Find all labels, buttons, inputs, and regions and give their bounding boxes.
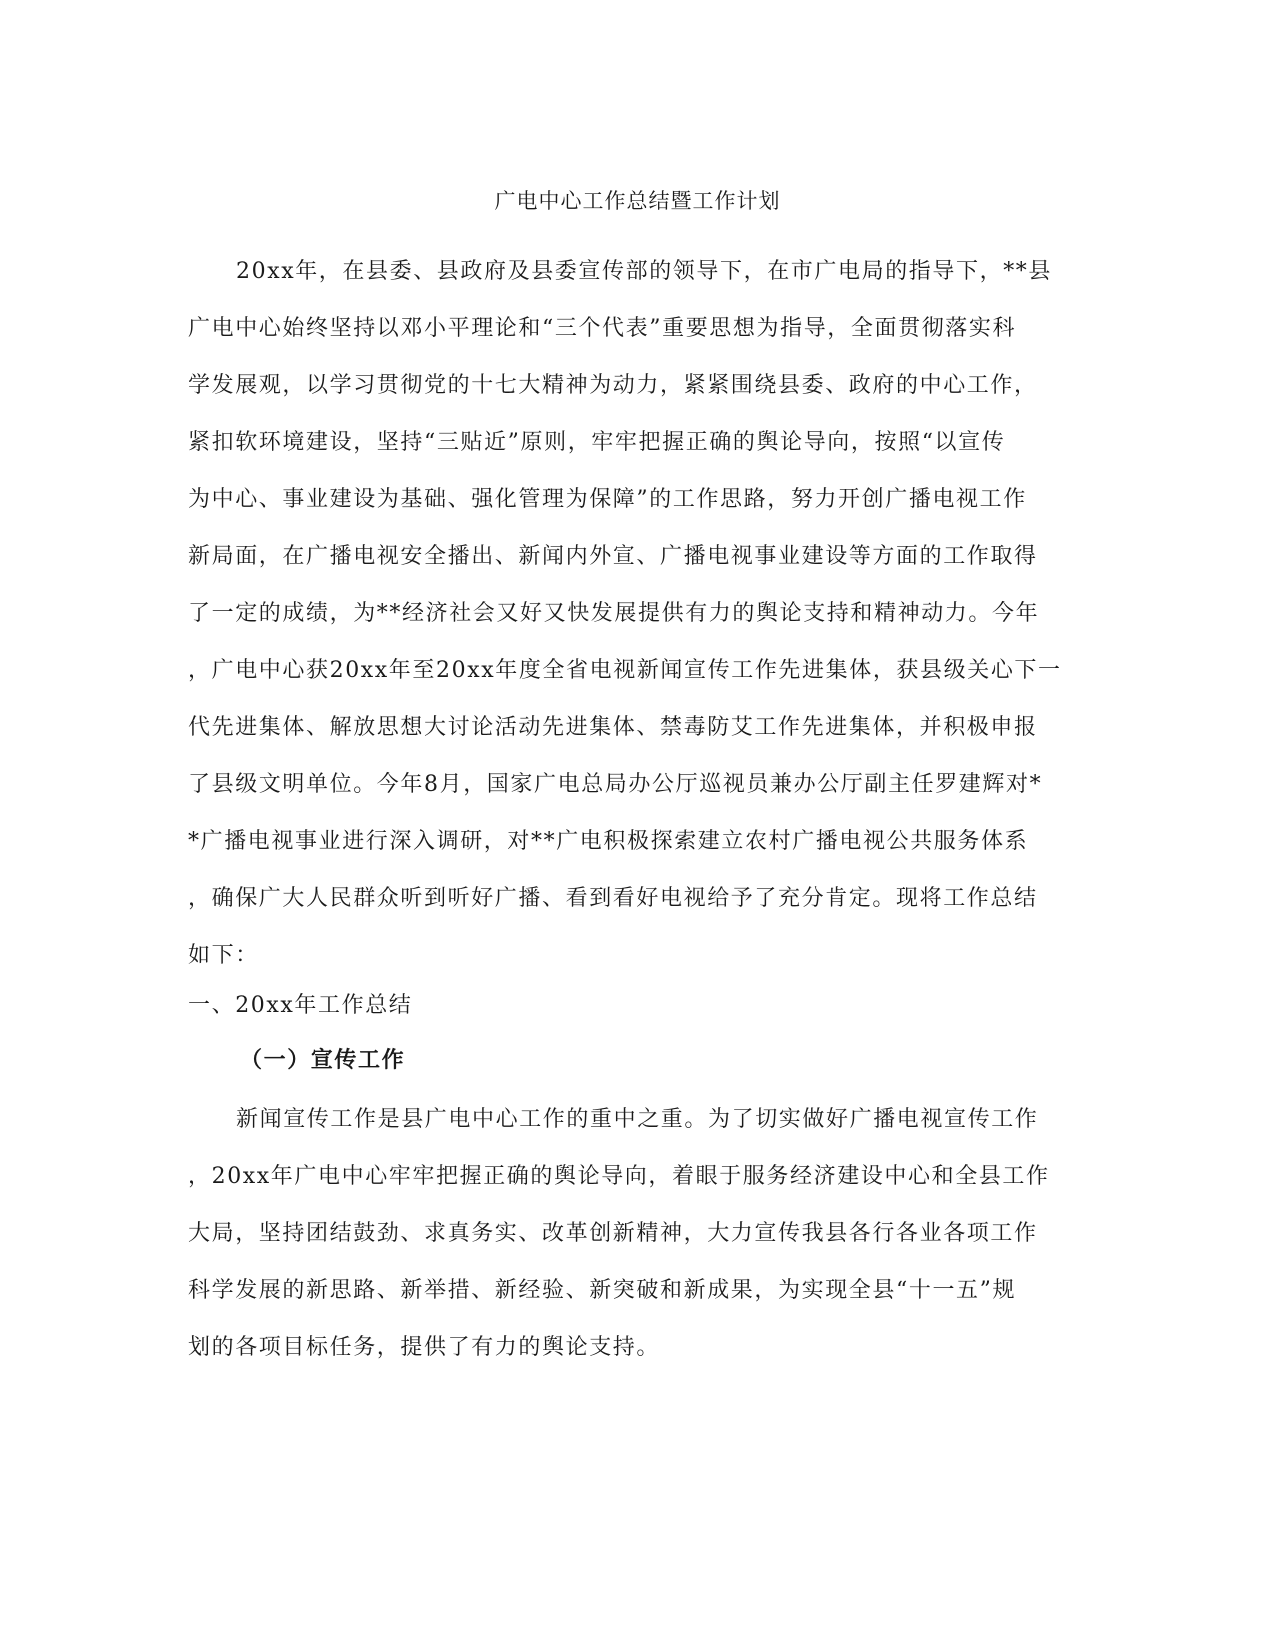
paragraph-line: ，确保广大人民群众听到听好广播、看到看好电视给予了充分肯定。现将工作总结 bbox=[188, 886, 1038, 911]
paragraph-line: 如下： bbox=[188, 943, 259, 968]
paragraph-line: ，广电中心获20xx年至20xx年度全省电视新闻宣传工作先进集体，获县级关心下一 bbox=[188, 658, 1062, 683]
paragraph-line: 代先进集体、解放思想大讨论活动先进集体、禁毒防艾工作先进集体，并积极申报 bbox=[188, 715, 1038, 740]
paragraph-line: 学发展观，以学习贯彻党的十七大精神为动力，紧紧围绕县委、政府的中心工作， bbox=[188, 373, 1038, 398]
intro-paragraph bbox=[188, 243, 1088, 984]
paragraph-line: 划的各项目标任务，提供了有力的舆论支持。 bbox=[188, 1335, 661, 1360]
paragraph-line: 20xx年，在县委、县政府及县委宣传部的领导下，在市广电局的指导下，**县 bbox=[236, 259, 1053, 284]
document-title: 广电中心工作总结暨工作计划 bbox=[494, 189, 781, 213]
paragraph-line: 了一定的成绩，为**经济社会又好又快发展提供有力的舆论支持和精神动力。今年 bbox=[188, 601, 1040, 626]
paragraph-line: 紧扣软环境建设，坚持“三贴近”原则，牢牢把握正确的舆论导向，按照“以宣传 bbox=[188, 430, 1006, 455]
paragraph-line: ，20xx年广电中心牢牢把握正确的舆论导向，着眼于服务经济建设中心和全县工作 bbox=[188, 1164, 1050, 1189]
paragraph-line: 广电中心始终坚持以邓小平理论和“三个代表”重要思想为指导，全面贯彻落实科 bbox=[188, 316, 1017, 341]
paragraph-line: 新局面，在广播电视安全播出、新闻内外宣、广播电视事业建设等方面的工作取得 bbox=[188, 544, 1038, 569]
section-heading: 一、20xx年工作总结 bbox=[188, 993, 413, 1018]
paragraph-line: 大局，坚持团结鼓劲、求真务实、改革创新精神，大力宣传我县各行各业各项工作 bbox=[188, 1221, 1038, 1246]
paragraph-line: 为中心、事业建设为基础、强化管理为保障”的工作思路，努力开创广播电视工作 bbox=[188, 487, 1027, 512]
paragraph-line: 科学发展的新思路、新举措、新经验、新突破和新成果，为实现全县“十一五”规 bbox=[188, 1278, 1017, 1303]
subsection-heading: （一）宣传工作 bbox=[240, 1047, 406, 1073]
paragraph-line: 了县级文明单位。今年8月，国家广电总局办公厅巡视员兼办公厅副主任罗建辉对* bbox=[188, 772, 1043, 797]
publicity-paragraph bbox=[188, 1091, 1088, 1376]
paragraph-line: *广播电视事业进行深入调研，对**广电积极探索建立农村广播电视公共服务体系 bbox=[188, 829, 1029, 854]
paragraph-line: 新闻宣传工作是县广电中心工作的重中之重。为了切实做好广播电视宣传工作 bbox=[236, 1107, 1039, 1132]
